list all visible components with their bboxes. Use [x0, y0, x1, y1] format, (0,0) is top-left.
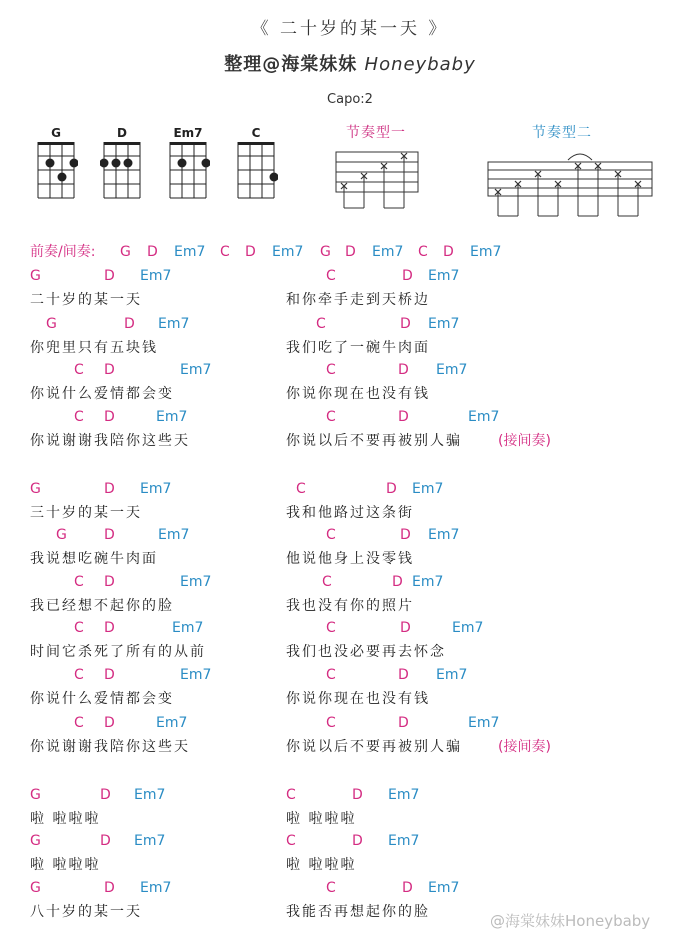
chord-symbol: Em7: [180, 362, 212, 378]
chord-symbol: Em7: [428, 880, 460, 896]
chord-symbol: C: [74, 667, 84, 683]
intro-chord: D: [147, 244, 158, 260]
chord-diagram-name: C: [251, 126, 261, 140]
lyric-text: 啦 啦啦啦: [30, 811, 101, 827]
chord-grid-g-icon: [34, 142, 78, 200]
chord-diagram-em7: [166, 126, 210, 202]
lyric-text: 我说想吃碗牛肉面: [30, 551, 158, 567]
chord-symbol: D: [398, 409, 409, 425]
chord-symbol: D: [402, 268, 413, 284]
lyric-text: 啦 啦啦啦: [286, 857, 357, 873]
chord-symbol: D: [402, 880, 413, 896]
chord-symbol: C: [326, 620, 336, 636]
chord-symbol: D: [386, 481, 397, 497]
lyric-line: [0, 336, 700, 360]
chord-line: [0, 358, 700, 382]
chord-line: [0, 312, 700, 336]
chord-symbol: D: [352, 833, 363, 849]
chord-symbol: C: [326, 880, 336, 896]
chord-symbol: Em7: [436, 667, 468, 683]
chord-symbol: D: [100, 787, 111, 803]
lyric-line: [0, 687, 700, 711]
intro-chord: G: [320, 244, 331, 260]
chord-symbol: D: [104, 527, 115, 543]
intro-chord: Em7: [372, 244, 404, 260]
chord-symbol: Em7: [156, 409, 188, 425]
lyric-line: [0, 429, 700, 453]
rhythm-pattern-1-icon: [334, 146, 424, 216]
lyric-text: 和你牵手走到天桥边: [286, 292, 430, 308]
chord-symbol: D: [104, 620, 115, 636]
chord-diagram-name: Em7: [173, 126, 203, 140]
lyric-text: 你说谢谢我陪你这些天: [30, 433, 190, 449]
chord-symbol: Em7: [158, 316, 190, 332]
chord-symbol: G: [30, 481, 41, 497]
chord-symbol: Em7: [428, 268, 460, 284]
chord-symbol: C: [326, 667, 336, 683]
lyric-text: 三十岁的某一天: [30, 505, 142, 521]
chord-symbol: C: [326, 527, 336, 543]
lyric-line: [0, 382, 700, 406]
lyric-line: [0, 735, 700, 759]
chord-symbol: Em7: [134, 833, 166, 849]
lyric-text: 我也没有你的照片: [286, 598, 414, 614]
chord-diagram-g: [34, 126, 78, 202]
intro-chord: D: [443, 244, 454, 260]
lyric-text: 你说你现在也没有钱: [286, 386, 430, 402]
chord-symbol: D: [104, 667, 115, 683]
lyric-line: [0, 547, 700, 571]
chord-symbol: D: [104, 574, 115, 590]
intro-label: 前奏/间奏:: [30, 244, 96, 260]
chord-line: [0, 711, 700, 735]
chord-symbol: G: [46, 316, 57, 332]
chord-line: [0, 405, 700, 429]
chord-symbol: D: [100, 833, 111, 849]
chord-symbol: G: [30, 268, 41, 284]
chord-symbol: D: [104, 481, 115, 497]
lyric-line: [0, 853, 700, 877]
intro-line: [0, 240, 700, 264]
lyric-text: 你说以后不要再被别人骗: [286, 739, 462, 755]
chord-symbol: C: [326, 362, 336, 378]
chord-symbol: C: [286, 833, 296, 849]
lyric-line: [0, 640, 700, 664]
chord-symbol: G: [30, 787, 41, 803]
chord-symbol: Em7: [172, 620, 204, 636]
lyric-text: 你说你现在也没有钱: [286, 691, 430, 707]
lyric-text: 时间它杀死了所有的从前: [30, 644, 206, 660]
intro-chord: Em7: [174, 244, 206, 260]
chord-symbol: Em7: [158, 527, 190, 543]
chord-line: [0, 829, 700, 853]
capo-label: Capo:2: [327, 92, 373, 107]
chord-grid-c-icon: [234, 142, 278, 200]
chord-symbol: Em7: [412, 481, 444, 497]
intro-chord: Em7: [470, 244, 502, 260]
chord-symbol: Em7: [428, 316, 460, 332]
chord-symbol: Em7: [428, 527, 460, 543]
lyric-line: [0, 807, 700, 831]
chord-symbol: Em7: [388, 833, 420, 849]
chord-symbol: D: [398, 667, 409, 683]
lyric-text: 我们也没必要再去怀念: [286, 644, 446, 660]
chord-line: [0, 523, 700, 547]
lyric-line: [0, 501, 700, 525]
chord-symbol: G: [30, 833, 41, 849]
chord-symbol: Em7: [140, 880, 172, 896]
chord-line: [0, 663, 700, 687]
chord-symbol: C: [286, 787, 296, 803]
chord-symbol: Em7: [468, 409, 500, 425]
arranger-credit-cn: 整理@海棠妹妹: [224, 54, 358, 75]
chord-symbol: G: [30, 880, 41, 896]
chord-symbol: D: [400, 316, 411, 332]
chord-line: [0, 570, 700, 594]
chord-symbol: D: [104, 268, 115, 284]
chord-diagram-d: [100, 126, 144, 202]
lyric-text: 八十岁的某一天: [30, 904, 142, 920]
chord-symbol: Em7: [180, 574, 212, 590]
chord-symbol: C: [316, 316, 326, 332]
chord-line: [0, 876, 700, 900]
lyric-text: 他说他身上没零钱: [286, 551, 414, 567]
lyric-text: 你说什么爱情都会变: [30, 691, 174, 707]
chord-symbol: Em7: [180, 667, 212, 683]
chord-symbol: C: [296, 481, 306, 497]
chord-symbol: D: [104, 880, 115, 896]
chord-symbol: C: [326, 268, 336, 284]
chord-symbol: D: [400, 620, 411, 636]
lyric-text: 啦 啦啦啦: [30, 857, 101, 873]
lyric-text: 我能否再想起你的脸: [286, 904, 430, 920]
lyric-line: [0, 594, 700, 618]
chord-symbol: C: [326, 715, 336, 731]
intro-chord: D: [245, 244, 256, 260]
lyric-text: 二十岁的某一天: [30, 292, 142, 308]
interlude-note: (接间奏): [498, 433, 551, 449]
chord-symbol: D: [398, 362, 409, 378]
lyric-text: 我们吃了一碗牛肉面: [286, 340, 430, 356]
intro-chord: G: [120, 244, 131, 260]
lyric-text: 我已经想不起你的脸: [30, 598, 174, 614]
chord-symbol: Em7: [140, 268, 172, 284]
chord-grid-d-icon: [100, 142, 144, 200]
chord-diagram-name: D: [117, 126, 127, 140]
rhythm-pattern-1-label: 节奏型一: [346, 125, 406, 141]
chord-diagram-c: [234, 126, 278, 202]
chord-grid-em7-icon: [166, 142, 210, 200]
chord-symbol: C: [74, 574, 84, 590]
chord-symbol: Em7: [452, 620, 484, 636]
lyric-text: 你说以后不要再被别人骗: [286, 433, 462, 449]
chord-symbol: D: [104, 409, 115, 425]
rhythm-pattern-2-icon: [486, 146, 656, 222]
rhythm-pattern-2-label: 节奏型二: [532, 125, 592, 141]
chord-symbol: Em7: [468, 715, 500, 731]
lyric-text: 你兜里只有五块钱: [30, 340, 158, 356]
chord-line: [0, 264, 700, 288]
chord-symbol: D: [104, 362, 115, 378]
chord-symbol: C: [74, 715, 84, 731]
chord-symbol: D: [104, 715, 115, 731]
intro-chord: Em7: [272, 244, 304, 260]
watermark: @海棠妹妹Honeybaby: [490, 912, 651, 930]
chord-symbol: Em7: [156, 715, 188, 731]
lyric-text: 我和他路过这条街: [286, 505, 414, 521]
chord-symbol: Em7: [388, 787, 420, 803]
chord-symbol: C: [74, 409, 84, 425]
chord-symbol: G: [56, 527, 67, 543]
chord-symbol: D: [124, 316, 135, 332]
intro-chord: C: [220, 244, 230, 260]
chord-line: [0, 783, 700, 807]
chord-symbol: Em7: [412, 574, 444, 590]
chord-symbol: D: [400, 527, 411, 543]
chord-symbol: C: [74, 362, 84, 378]
chord-symbol: Em7: [140, 481, 172, 497]
chord-diagram-name: G: [51, 126, 61, 140]
chord-line: [0, 616, 700, 640]
chord-symbol: Em7: [436, 362, 468, 378]
chord-symbol: C: [326, 409, 336, 425]
lyric-text: 你说谢谢我陪你这些天: [30, 739, 190, 755]
intro-chord: C: [418, 244, 428, 260]
arranger-credit-en: Honeybaby: [364, 54, 476, 75]
song-title: 《 二十岁的某一天 》: [251, 19, 449, 39]
lyric-line: [0, 288, 700, 312]
lyric-text: 啦 啦啦啦: [286, 811, 357, 827]
arranger-credit: [0, 50, 700, 76]
chord-symbol: D: [352, 787, 363, 803]
lyric-text: 你说什么爱情都会变: [30, 386, 174, 402]
chord-symbol: D: [392, 574, 403, 590]
chord-symbol: C: [322, 574, 332, 590]
interlude-note: (接间奏): [498, 739, 551, 755]
chord-symbol: Em7: [134, 787, 166, 803]
chord-symbol: C: [74, 620, 84, 636]
chord-line: [0, 477, 700, 501]
chord-symbol: D: [398, 715, 409, 731]
intro-chord: D: [345, 244, 356, 260]
